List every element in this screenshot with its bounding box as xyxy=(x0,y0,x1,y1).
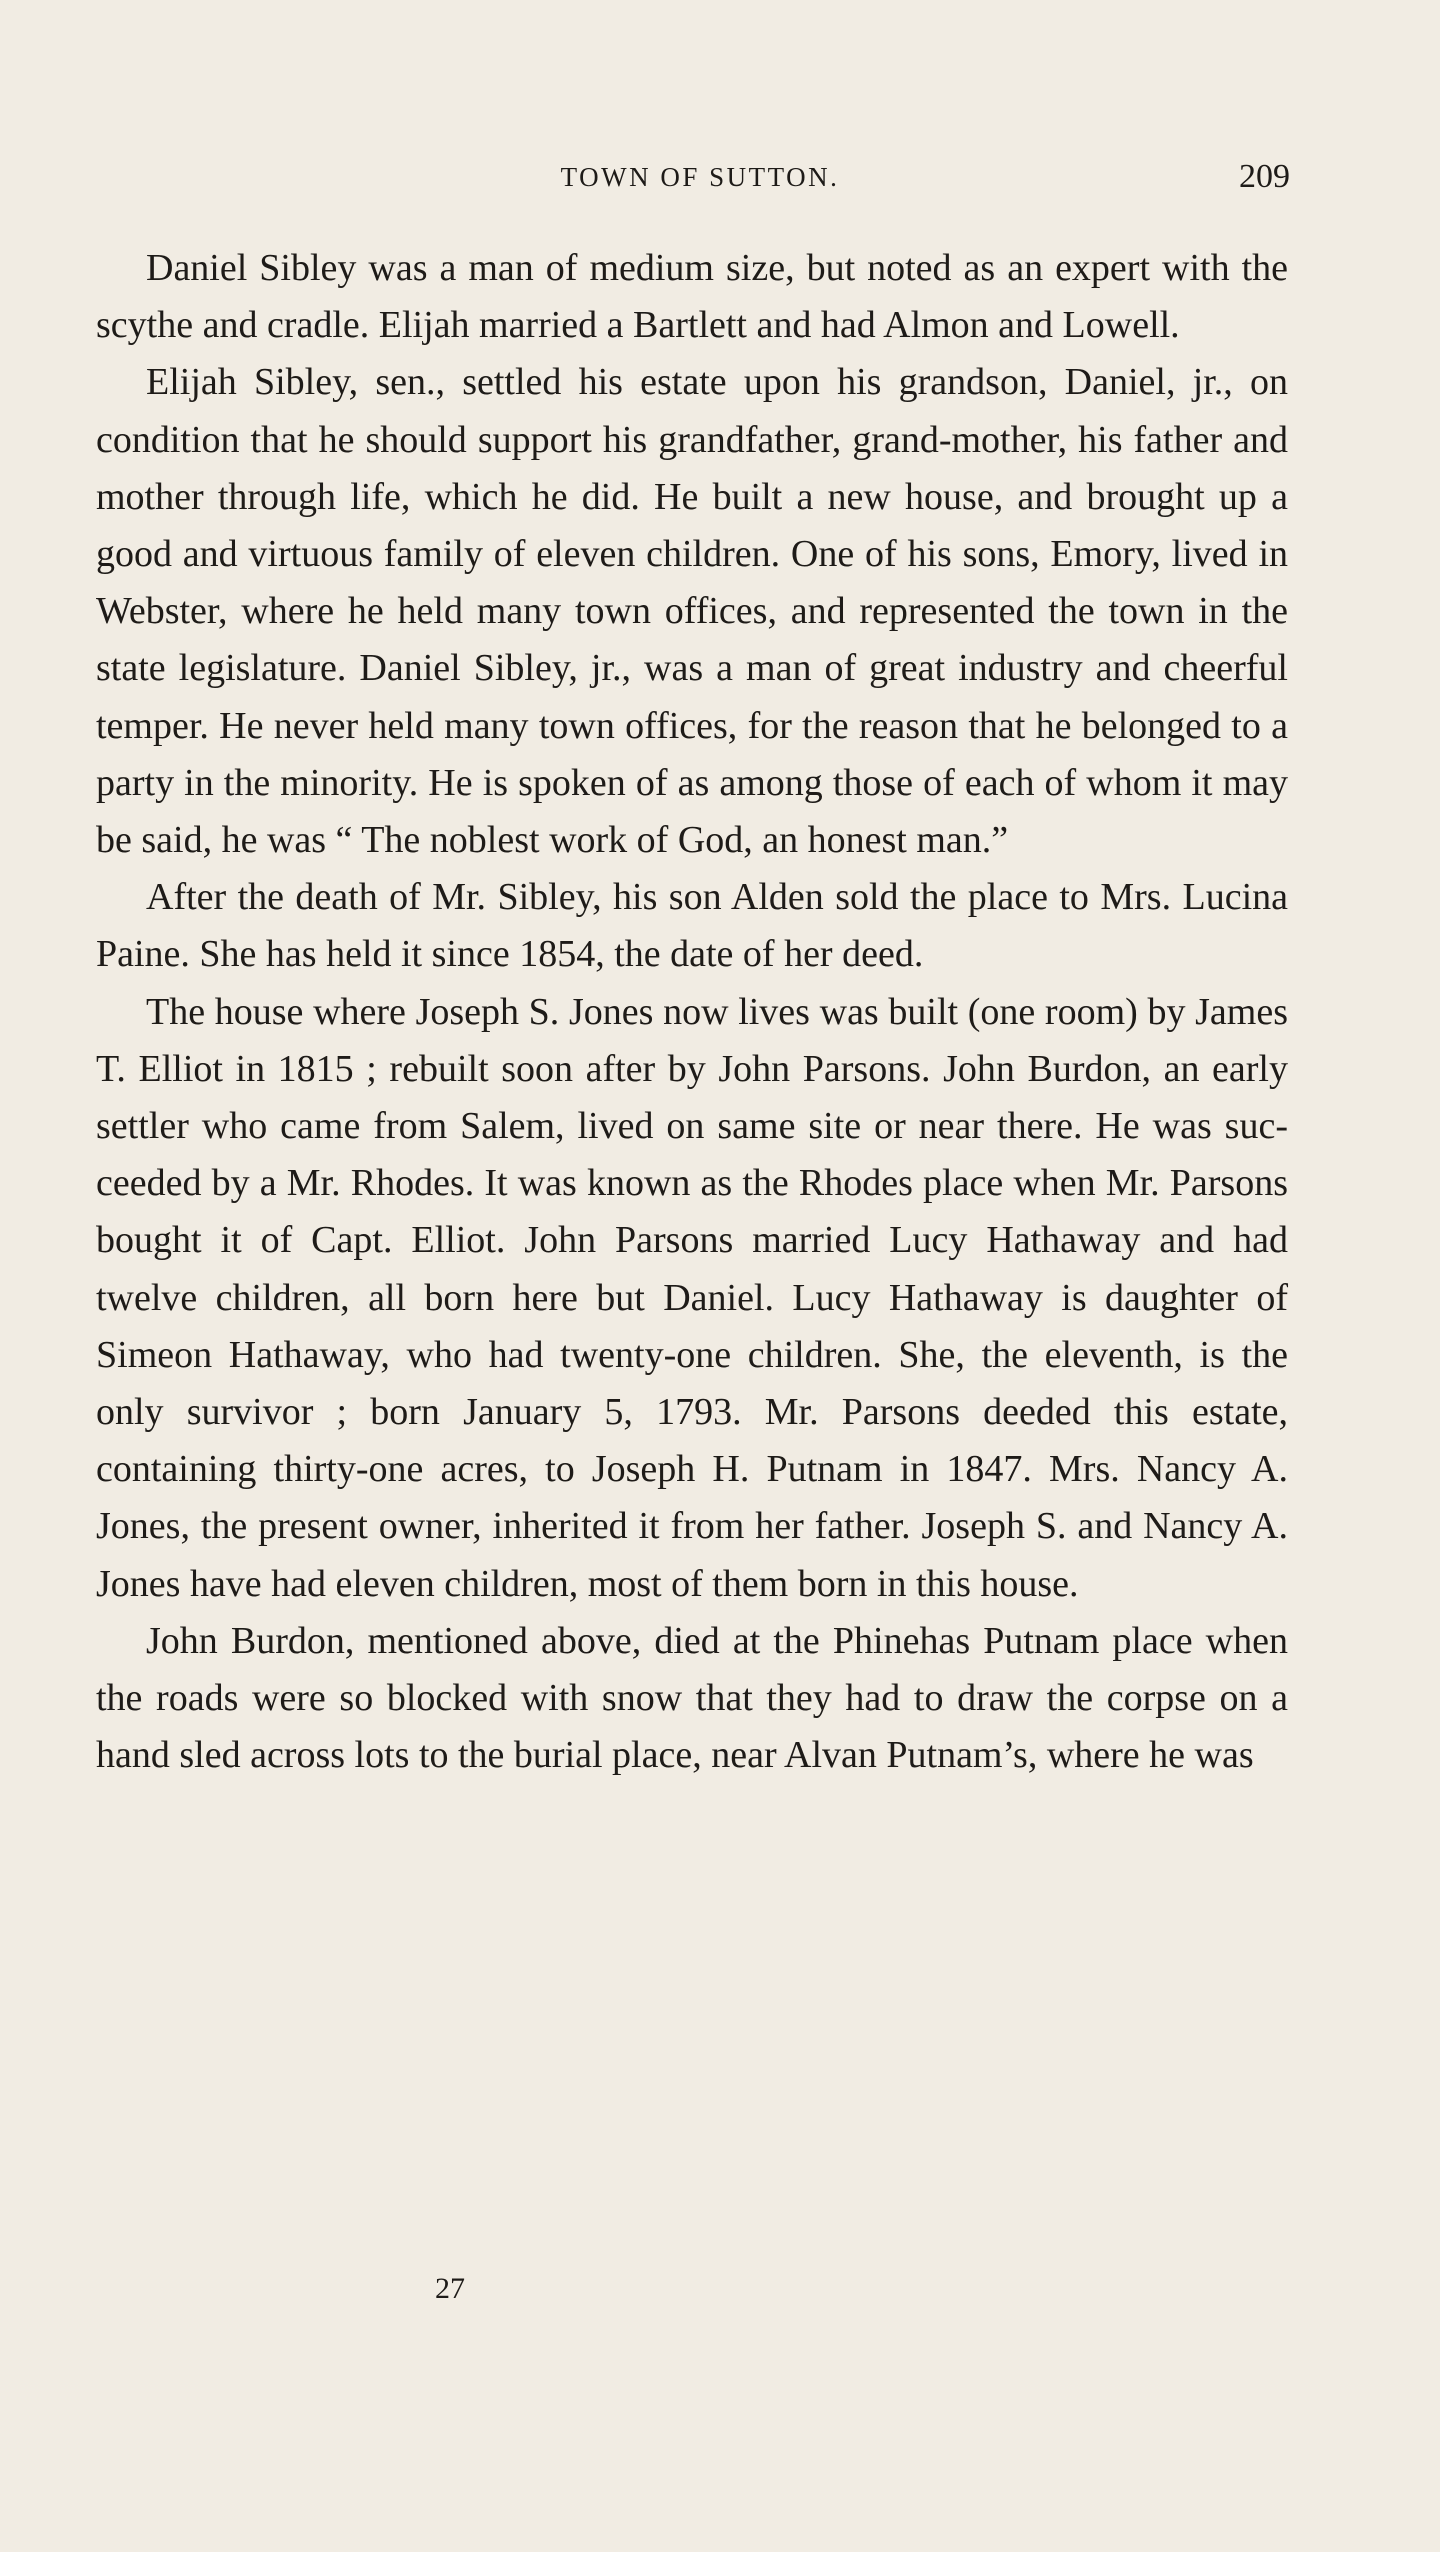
running-head xyxy=(90,158,1290,202)
paragraph-elijah-estate: Elijah Sibley, sen., settled his estate upon his grandson, Daniel, jr., on condition that he should support his grandfather, grand-mother, his father and mother through life, which he did. He built a new house, and brought up a good and virtuous family of eleven children. One of his sons, Emory, lived in Webster, where he held many town offices, and represented the town in the state legislature. Daniel Sibley, jr., was a man of great industry and cheerful temper. He never held many town offices, for the reason that he belonged to a party in the minority. He is spoken of as among those of each of whom it may be said, he was “ The noblest work of God, an honest man.” xyxy=(96,361,1288,862)
paragraph-jones-house: The house where Joseph S. Jones now lives was built (one room) by James T. Elliot in 1815 ; rebuilt soon after by John Parsons. John Burdon, an early settler who came from Salem, lived on same site or near there. He was succeeded by a Mr. Rhodes. It was known as the Rhodes place when Mr. Parsons bought it of Capt. Elliot. John Parsons married Lucy Hathaway and had twelve children, all born here but Daniel. Lucy Hathaway is daughter of Simeon Hathaway, who had twenty-one children. She, the eleventh, is the only survivor ; born January 5, 1793. Mr. Parsons deeded this estate, containing thirty-one acres, to Joseph H. Putnam in 1847. Mrs. Nancy A. Jones, the present owner, inherited it from her father. Joseph S. and Nancy A. Jones have had eleven children, most of them born in this house. xyxy=(96,990,1288,1605)
paragraph-alden-sale: After the death of Mr. Sibley, his son Alden sold the place to Mrs. Lucina Paine. She has held it since 1854, the date of her deed. xyxy=(96,876,1288,976)
body-text xyxy=(96,240,1288,1784)
page-number: 209 xyxy=(1239,158,1290,195)
signature-mark: 27 xyxy=(435,2272,465,2305)
paragraph-burdon-burial: John Burdon, mentioned above, died at the Phinehas Putnam place when the roads were so blocked with snow that they had to draw the corpse on a hand sled across lots to the burial place, near Alvan Putnam’s, where he was xyxy=(96,1619,1288,1777)
paragraph-sibley-description: Daniel Sibley was a man of medium size, but noted as an expert with the scythe and cradle. Elijah married a Bartlett and had Almon and Lowell. xyxy=(96,247,1288,347)
running-head-title: TOWN OF SUTTON. xyxy=(560,162,840,192)
